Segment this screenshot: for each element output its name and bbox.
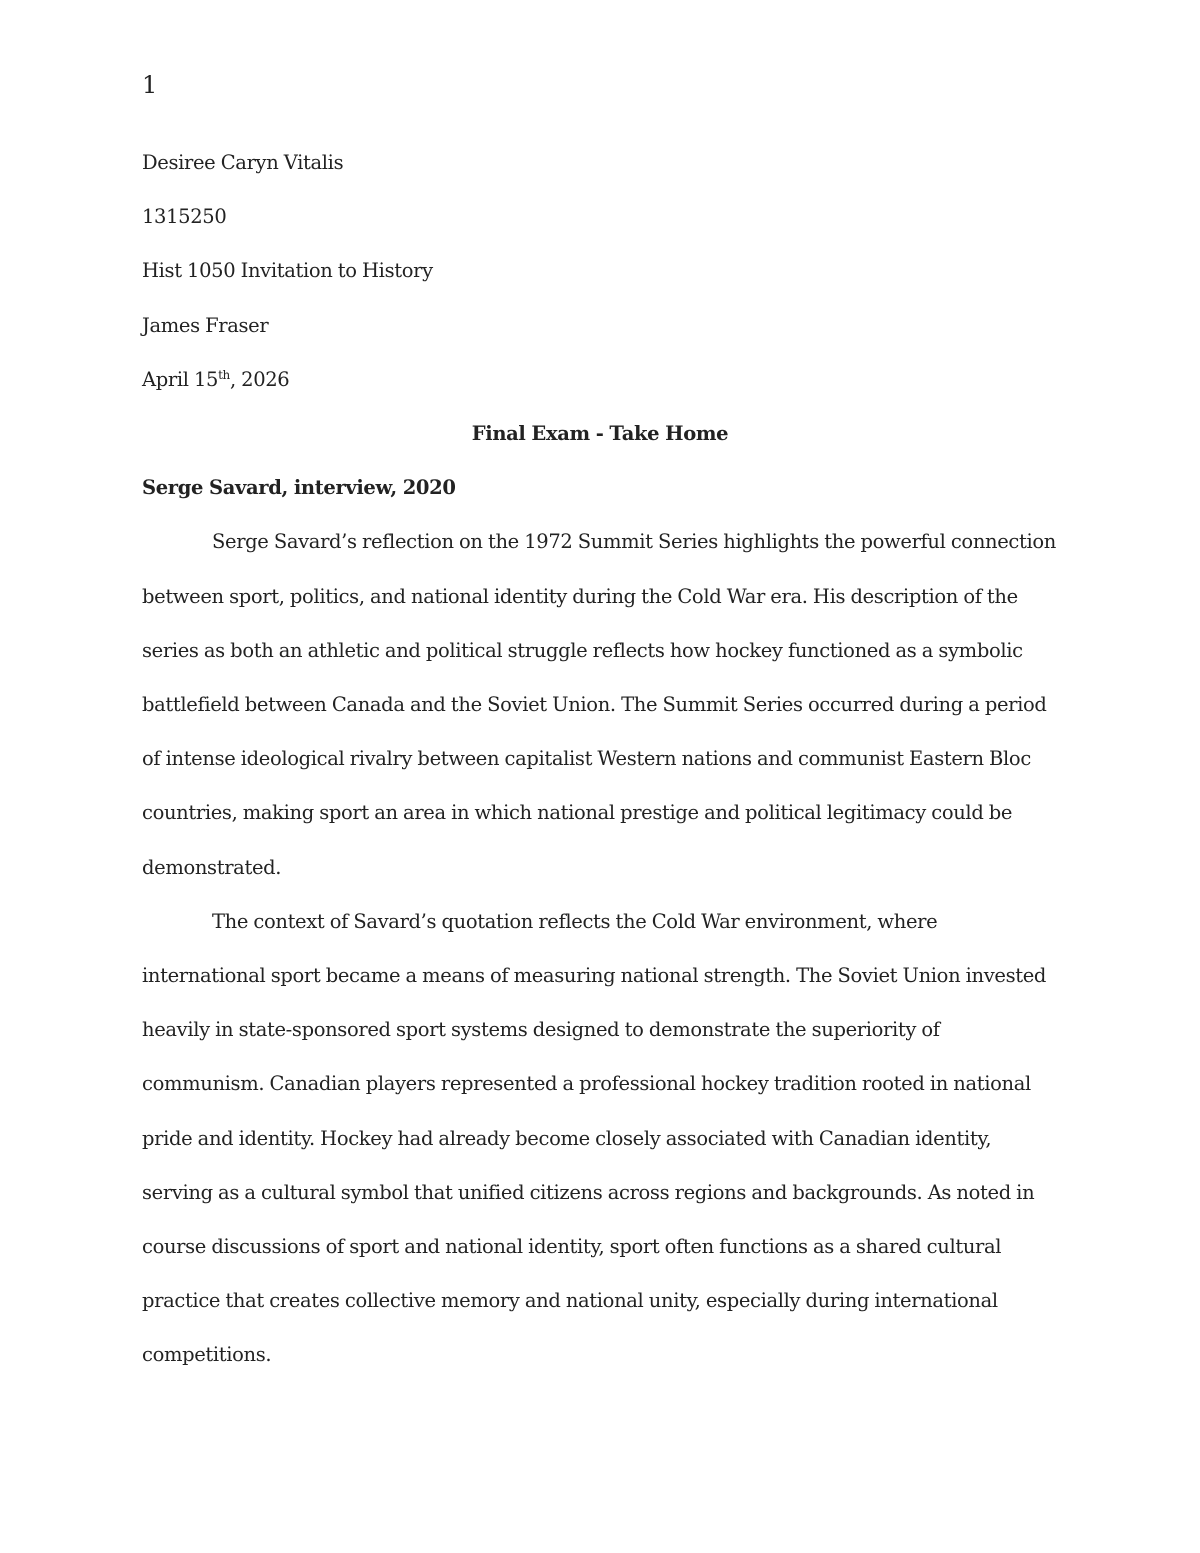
date-superscript: th [218,367,230,382]
date-suffix: , 2026 [229,367,290,391]
section-heading: Serge Savard, interview, 2020 [142,476,456,500]
course-name: Hist 1050 Invitation to History [142,259,433,283]
body-paragraph-2: The context of Savard’s quotation reflects the Cold War environment, where international sport became a means of measuring national strength. The Soviet Union invested heavily in state-sponsored sport systems designed to demonstrate the superiority of communism. Canadian players represented a professional hockey tradition rooted in national pride and identity. Hockey had already become closely associated with Canadian identity, serving as a cultural symbol that unified citizens across regions and backgrounds. As noted in course discussions of sport and national identity, sport often functions as a shared cultural practice that creates collective memory and national unity, especially during international competitions. [142,909,1047,1367]
instructor-name: James Fraser [142,313,269,337]
body-paragraph-1: Serge Savard’s reflection on the 1972 Summit Series highlights the powerful connection between sport, politics, and national identity during the Cold War era. His description of the series as both an athletic and political struggle reflects how hockey functioned as a symbolic battlefield between Canada and the Soviet Union. The Summit Series occurred during a period of intense ideological rivalry between capitalist Western nations and communist Eastern Bloc countries, making sport an area in which national prestige and political legitimacy could be demonstrated. [142,530,1056,879]
document-body [142,136,1062,1383]
submission-date [142,353,1062,407]
document-title: Final Exam - Take Home [471,422,729,446]
author-name: Desiree Caryn Vitalis [142,151,344,174]
page-number: 1 [142,71,158,99]
student-id: 1315250 [142,205,227,229]
date-prefix: April 15 [142,367,219,391]
